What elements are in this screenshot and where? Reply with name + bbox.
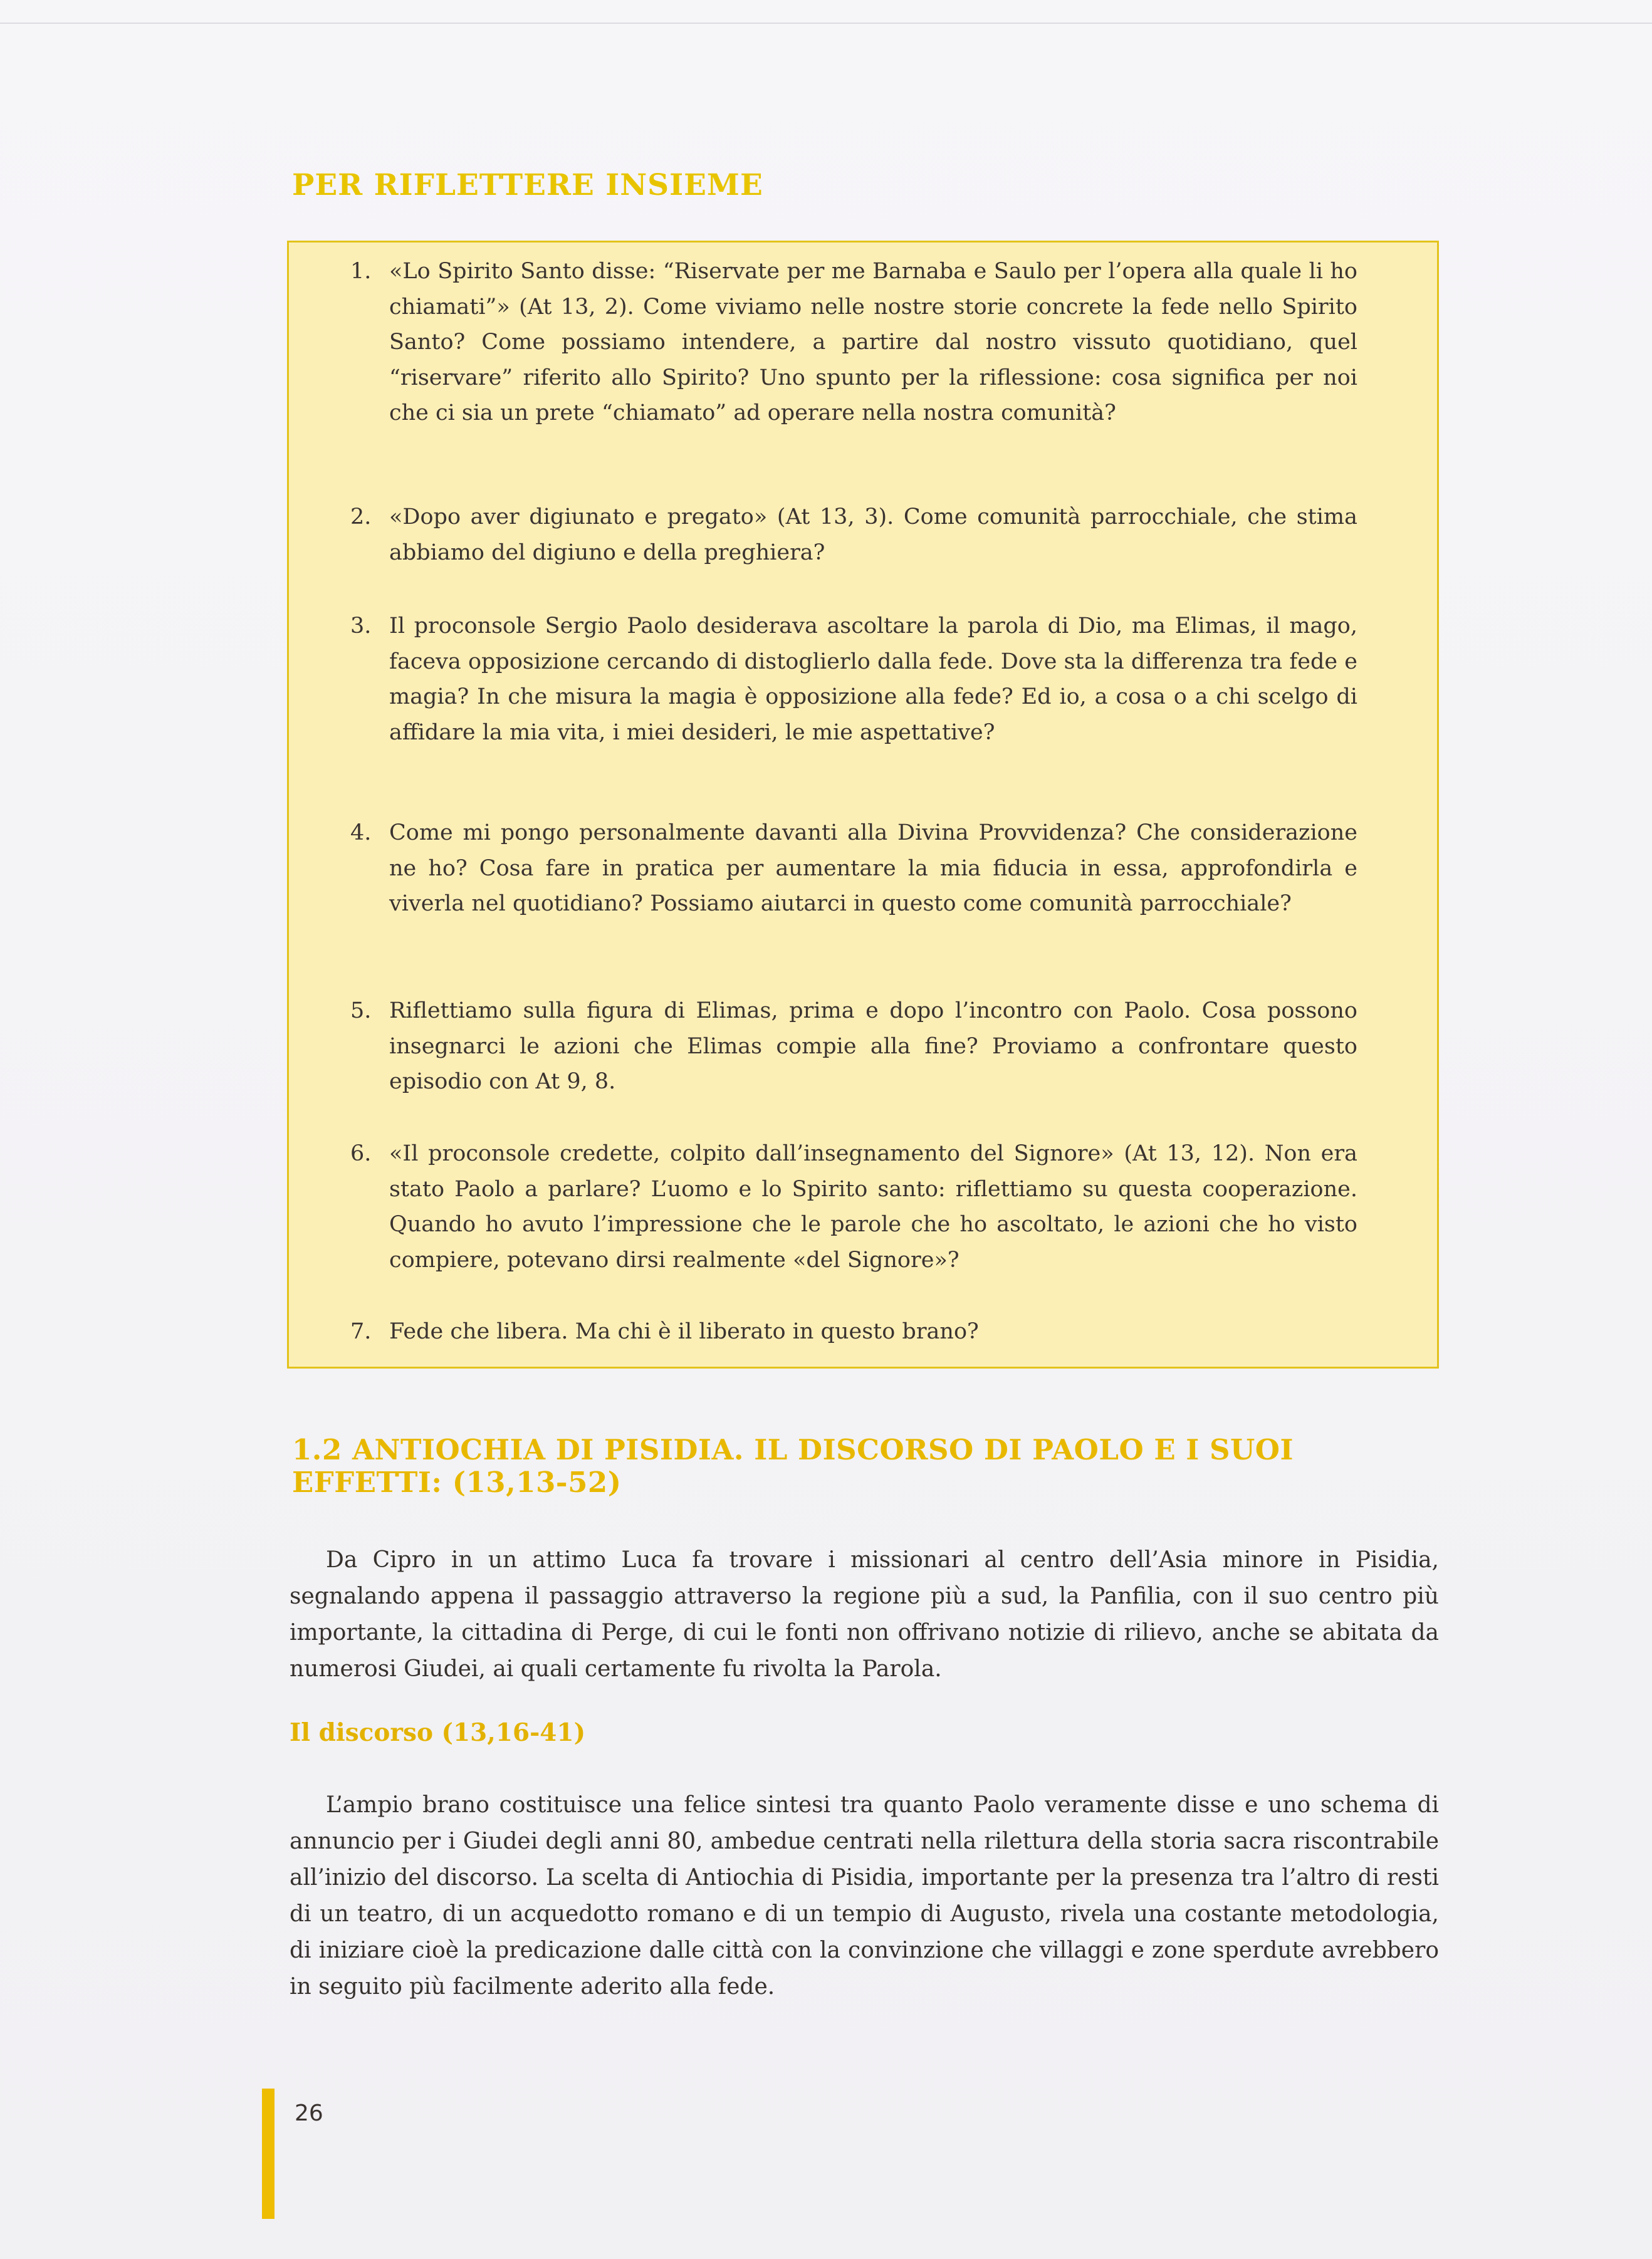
question-text: Come mi pongo personalmente davanti alla Divina Provvidenza? Che considerazione ne ho? Cosa fare in pratica per aumentare la mia fiducia in essa, approfondirla e viverla nel quotidiano? Possiamo aiutarci in questo come comunità parrocchiale? (389, 820, 1357, 916)
question-item (289, 608, 1437, 750)
question-item (289, 1314, 1437, 1350)
question-number: 7. (350, 1319, 372, 1344)
question-item (289, 993, 1437, 1100)
question-text: «Dopo aver digiunato e pregato» (At 13, 3). Come comunità parrocchiale, che stima abbiamo del digiuno e della preghiera? (389, 504, 1357, 565)
question-number: 3. (350, 613, 372, 639)
question-item (289, 815, 1437, 922)
section-paragraph: L’ampio brano costituisce una felice sintesi tra quanto Paolo veramente disse e uno schema di annuncio per i Giudei degli anni 80, ambedue centrati nella rilettura della storia sacra riscontrabile all’inizio del discorso. La scelta di Antiochia di Pisidia, importante per la presenza tra l’altro di resti di un teatro, di un acquedotto romano e di un tempio di Augusto, rivela una costante metodologia, di iniziare cioè la predicazione dalle città con la convinzione che villaggi e zone sperdute avrebbero in seguito più facilmente aderito alla fede. (290, 1792, 1439, 2000)
question-text: «Il proconsole credette, colpito dall’insegnamento del Signore» (At 13, 12). Non era stato Paolo a parlare? L’uomo e lo Spirito santo: riflettiamo su questa cooperazione. Quando ho avuto l’impressione che le parole che ho ascoltato, le azioni che ho visto compiere, potevano dirsi realmente «del Signore»? (389, 1141, 1357, 1273)
question-number: 4. (350, 820, 372, 845)
question-number: 5. (350, 998, 372, 1023)
page-top-edge (0, 23, 1652, 24)
question-text: Fede che libera. Ma chi è il liberato in questo brano? (389, 1319, 979, 1344)
page-marker-bar (262, 2089, 274, 2219)
question-text: Il proconsole Sergio Paolo desiderava ascoltare la parola di Dio, ma Elimas, il mago, faceva opposizione cercando di distoglierlo dalla fede. Dove sta la differenza tra fede e magia? In che misura la magia è opposizione alla fede? Ed io, a cosa o a chi scelgo di affidare la mia vita, i miei desideri, le mie aspettative? (389, 613, 1357, 745)
subsection-heading: Il discorso (13,16-41) (290, 1718, 586, 1747)
question-number: 2. (350, 504, 372, 530)
section-heading: 1.2 ANTIOCHIA DI PISIDIA. IL DISCORSO DI PAOLO E I SUOI EFFETTI: (13,13-52) (292, 1433, 1294, 1499)
reflection-box (287, 241, 1439, 1369)
question-item (289, 1136, 1437, 1278)
page-number: 26 (295, 2100, 323, 2126)
question-text: «Lo Spirito Santo disse: “Riservate per me Barnaba e Saulo per l’opera alla quale li ho chiamati”» (At 13, 2). Come viviamo nelle nostre storie concrete la fede nello Spirito Santo? Come possiamo intendere, a partire dal nostro vissuto quotidiano, quel “riservare” riferito allo Spirito? Uno spunto per la riflessione: cosa significa per noi che ci sia un prete “chiamato” ad operare nella nostra comunità? (389, 259, 1357, 425)
section-paragraph: Da Cipro in un attimo Luca fa trovare i missionari al centro dell’Asia minore in Pisidia, segnalando appena il passaggio attraverso la regione più a sud, la Panfilia, con il suo centro più importante, la cittadina di Perge, di cui le fonti non offrivano notizie di rilievo, anche se abitata da numerosi Giudei, ai quali certamente fu rivolta la Parola. (290, 1547, 1439, 1682)
question-text: Riflettiamo sulla figura di Elimas, prima e dopo l’incontro con Paolo. Cosa possono insegnarci le azioni che Elimas compie alla fine? Proviamo a confrontare questo episodio con At 9, 8. (389, 998, 1357, 1094)
reflection-heading: PER RIFLETTERE INSIEME (292, 168, 763, 202)
question-number: 1. (350, 259, 372, 284)
question-number: 6. (350, 1141, 372, 1166)
question-item (289, 254, 1437, 431)
question-item (289, 499, 1437, 570)
